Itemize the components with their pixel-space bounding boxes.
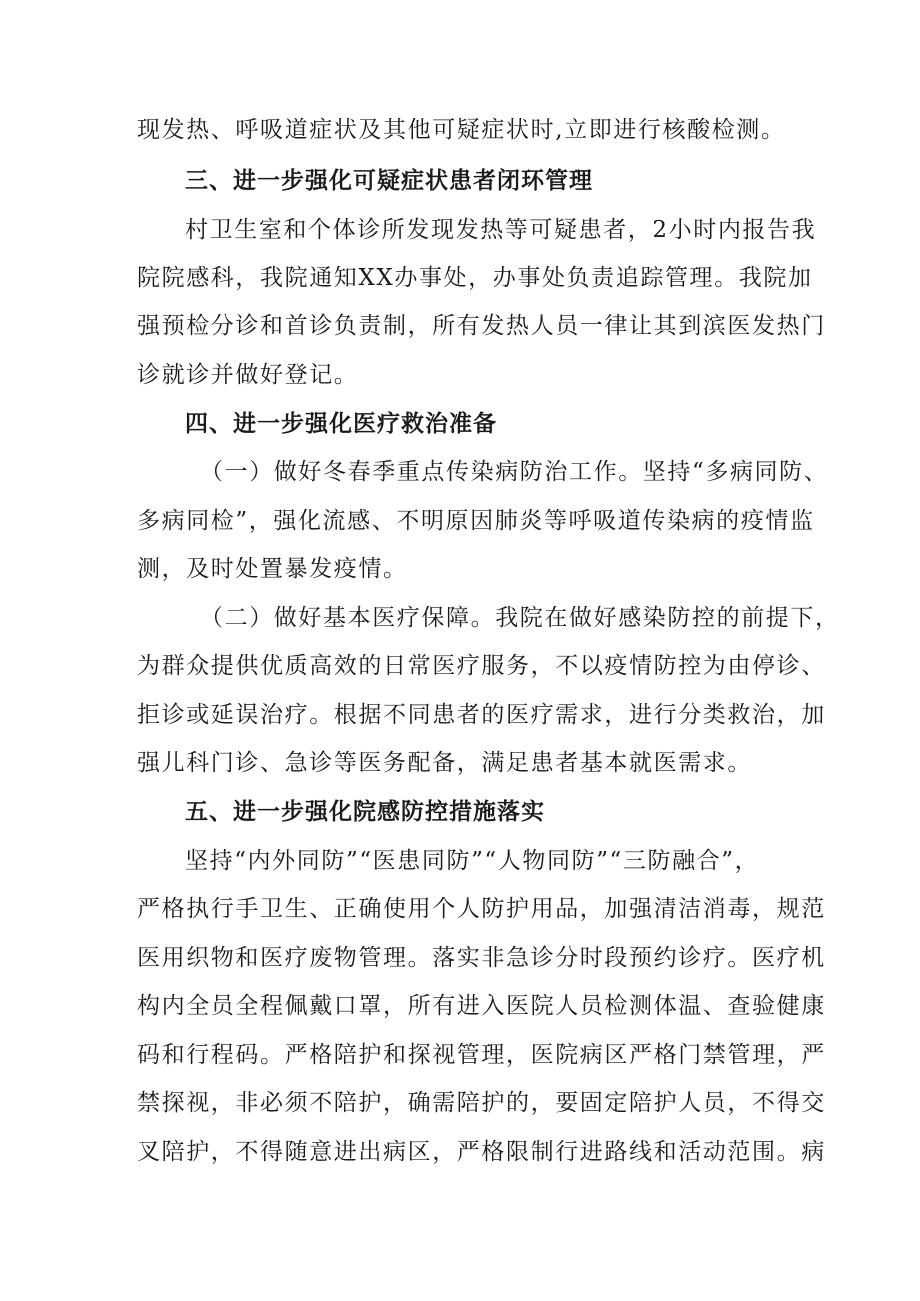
body-text-line: （二）做好基本医疗保障。我院在做好感染防控的前提下， (200, 605, 840, 631)
body-text-line: 多病同检”，强化流感、不明原因肺炎等呼吸道传染病的疫情监 (137, 508, 815, 534)
section-heading-3: 三、进一步强化可疑症状患者闭环管理 (185, 168, 593, 194)
section-heading-4: 四、进一步强化医疗救治准备 (185, 411, 497, 437)
body-text-line: 严格执行手卫生、正确使用个人防护用品，加强清洁消毒，规范 (137, 896, 826, 922)
section-heading-5: 五、进一步强化院感防控措施落实 (185, 799, 545, 825)
body-text-line: 院院感科，我院通知XX办事处，办事处负责追踪管理。我院加 (137, 265, 813, 291)
body-text-line: 强预检分诊和首诊负责制，所有发热人员一律让其到滨医发热门 (137, 313, 826, 339)
body-text-line: 诊就诊并做好登记。 (137, 362, 359, 388)
body-text-line: 医用织物和医疗废物管理。落实非急诊分时段预约诊疗。医疗机 (137, 945, 826, 971)
body-text-line: 测，及时处置暴发疫情。 (137, 556, 408, 582)
body-text-line: 码和行程码。严格陪护和探视管理，医院病区严格门禁管理，严 (137, 1042, 826, 1068)
body-text-line: 禁探视，非必须不陪护，确需陪护的，要固定陪护人员，不得交 (137, 1090, 826, 1116)
body-text-line: 坚持“内外同防”“医患同防”“人物同防”“三防融合”， (185, 848, 760, 874)
body-text-line: （一）做好冬春季重点传染病防治工作。坚持“多病同防、 (200, 459, 829, 485)
body-text-line: 叉陪护，不得随意进出病区，严格限制行进路线和活动范围。病 (137, 1139, 826, 1165)
body-text-line: 构内全员全程佩戴口罩，所有进入医院人员检测体温、查验健康 (137, 993, 826, 1019)
body-text-line: 现发热、呼吸道症状及其他可疑症状时,立即进行核酸检测。 (137, 117, 786, 143)
body-text-line: 村卫生室和个体诊所发现发热等可疑患者，2小时内报告我 (185, 217, 817, 243)
body-text-line: 强儿科门诊、急诊等医务配备，满足患者基本就医需求。 (137, 750, 752, 776)
body-text-line: 为群众提供优质高效的日常医疗服务，不以疫情防控为由停诊、 (137, 653, 826, 679)
body-text-line: 拒诊或延误治疗。根据不同患者的医疗需求，进行分类救治，加 (137, 702, 826, 728)
